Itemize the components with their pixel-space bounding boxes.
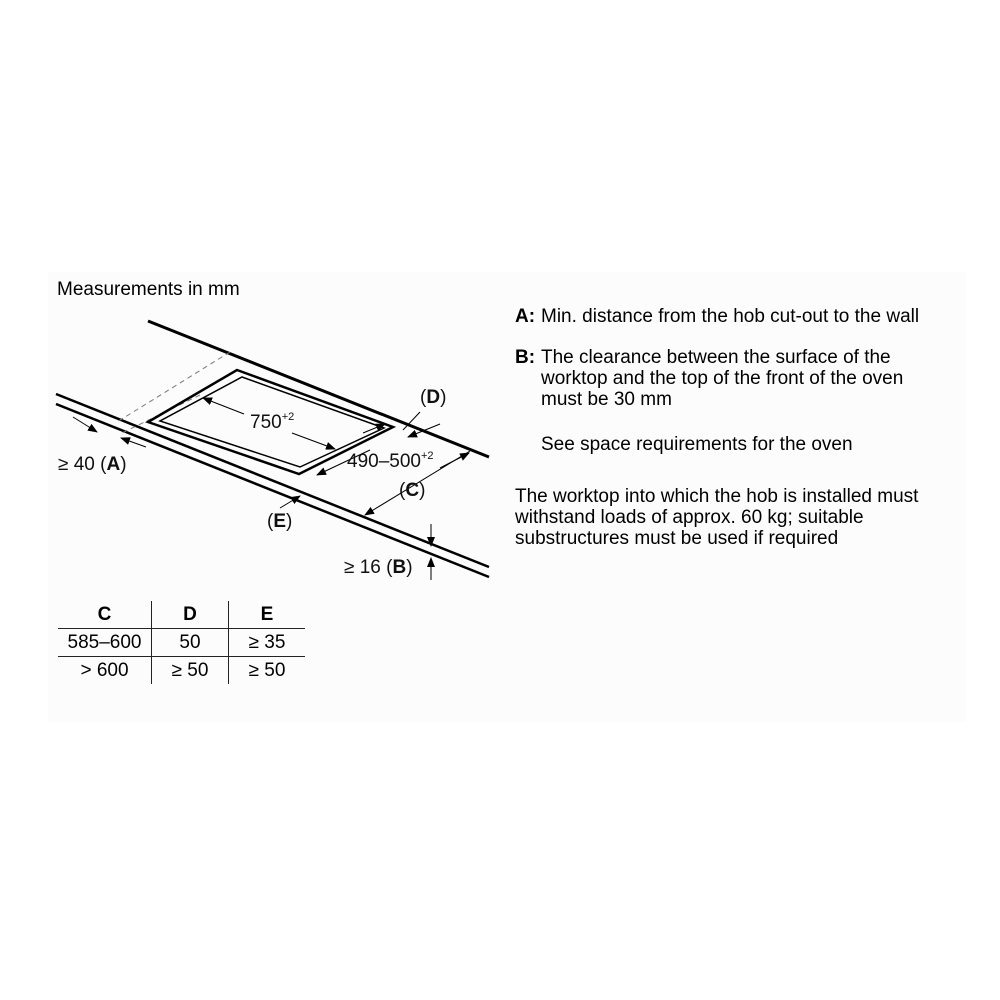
table-cell: ≥ 50 (152, 657, 229, 685)
dim-e-label: (E) (267, 511, 293, 532)
dim-750-arrow-right (292, 433, 335, 449)
dim-c-label: (C) (399, 480, 426, 501)
table-header: E (229, 601, 306, 629)
clearance-table (58, 601, 305, 684)
table-cell: 585–600 (58, 629, 152, 657)
table-cell: ≥ 35 (229, 629, 306, 657)
oven-requirements-note: See space requirements for the oven (541, 434, 853, 455)
table-cell: ≥ 50 (229, 657, 306, 685)
table-cell: 50 (152, 629, 229, 657)
worktop-load-note: The worktop into which the hob is installed must withstand loads of approx. 60 kg; suitable substructures must be used if required (515, 486, 919, 549)
table-row (58, 629, 305, 657)
table-header: C (97, 604, 112, 625)
dim-750-label: $750^{+2}$ (250, 411, 295, 433)
note-b-key: B: (515, 347, 536, 368)
dim-750-arrow-left (203, 398, 244, 414)
note-b-text: The clearance between the surface of the worktop and the top of the front of the oven must be 30 mm (541, 347, 904, 410)
projection-line (117, 352, 230, 422)
page-title: Measurements in mm (57, 279, 240, 300)
table-header-row (58, 601, 305, 629)
notes-section (515, 306, 935, 549)
note-a-text: Min. distance from the hob cut-out to the wall (541, 306, 920, 327)
note-a-key: A: (515, 306, 536, 327)
dim-c-arrow-top (440, 453, 469, 468)
note-a (515, 306, 935, 327)
note-b (515, 347, 935, 410)
table-cell: > 600 (58, 657, 152, 685)
dim-d-label: (D) (420, 387, 447, 408)
dim-b-label: ≥ 16 (B) (344, 557, 413, 578)
table-header: D (152, 601, 229, 629)
dim-490-500-label: $490-500^{+2}$ (347, 450, 434, 472)
dim-a-label: ≥ 40 (A) (58, 454, 127, 475)
table-row (58, 657, 305, 685)
